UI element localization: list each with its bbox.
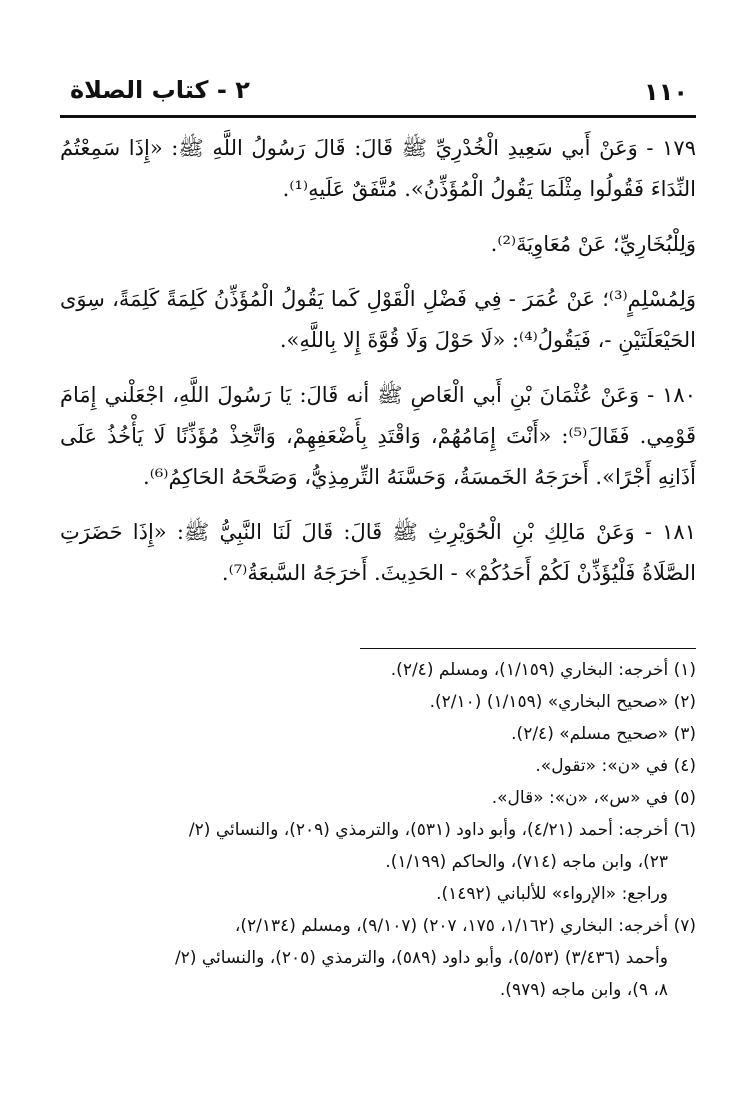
hadith-180: ١٨٠ - وَعَنْ عُثْمَانَ بْنِ أَبي الْعَاصِ ﷺ أنه قَالَ: يَا رَسُولَ اللَّهِ، اجْعَلْني إِمَامَ قَوْمِي. فَقَالَ⁽⁵⁾: «أَنْتَ إِمَامُهُمْ، وَاقْتَدِ بِأَضْعَفِهِمْ، وَاتَّخِذْ مُؤَذِّنًا لَا يَأْخُذُ عَلَى أَذَانِهِ أَجْرًا». أَخرَجَهُ الخَمسَةُ، وَحَسَّنَهُ التِّرمِذِيُّ، وَصَحَّحَهُ الحَاكِمُ⁽⁶⁾. xyxy=(60,383,696,489)
hadith-179-muslim-note: وَلِمُسْلِمٍ⁽³⁾؛ عَنْ عُمَرَ - فِي فَضْلِ الْقَوْلِ كَما يَقُولُ الْمُؤَذِّنُ كَلِمَةً كَلِمَةً، سِوَى الحَيْعَلَتَيْنِ -، فَيَقُولُ⁽⁴⁾: «لَا حَوْلَ وَلَا قُوَّةَ إِلا بِاللَّهِ». xyxy=(60,287,696,352)
footnote-6-line-2: ٢٣)، وابن ماجه (٧١٤)، والحاكم (١/١٩٩). xyxy=(385,852,668,872)
footnotes xyxy=(60,654,696,1006)
header-rule xyxy=(60,115,696,118)
footnote-4: (٤) في «ن»: «تقول». xyxy=(535,756,696,776)
main-text xyxy=(60,128,696,608)
footnote-5: (٥) في «س»، «ن»: «قال». xyxy=(491,788,696,808)
page-header xyxy=(60,72,696,112)
footnote-2: (٢) «صحيح البخاري» (١/١٥٩) (٢/١٠). xyxy=(429,692,696,712)
footnote-rule xyxy=(360,648,696,649)
footnote-7-line-3: ٨، ٩)، وابن ماجه (٩٧٩). xyxy=(499,980,668,1000)
hadith-179-bukhari-note: وَلِلْبُخَارِيِّ؛ عَنْ مُعَاوِيَةَ⁽²⁾. xyxy=(490,232,696,256)
footnote-3: (٣) «صحيح مسلم» (٢/٤). xyxy=(511,724,696,744)
hadith-179: ١٧٩ - وَعَنْ أَبي سَعِيدِ الْخُدْرِيِّ ﷺ قَالَ: قَالَ رَسُولُ اللَّهِ ﷺ: «إِذَا سَمِعْتُمُ النِّدَاءَ فَقُولُوا مِثْلَمَا يَقُولُ الْمُؤَذِّنُ». مُتَّفَقٌ عَلَيهِ⁽¹⁾. xyxy=(60,136,696,201)
page-number: ١١٠ xyxy=(644,78,688,106)
hadith-181: ١٨١ - وَعَنْ مَالِكِ بْنِ الْحُوَيْرِثِ ﷺ قَالَ: قَالَ لَنَا النَّبِيُّ ﷺ: «إِذَا حَضَرَتِ الصَّلَاةُ فَلْيُؤَذِّنْ لَكُمْ أَحَدُكُمْ» - الحَدِيثَ. أَخرَجَهُ السَّبعَةُ⁽⁷⁾. xyxy=(60,520,696,585)
footnote-6-line-3: وراجع: «الإرواء» للألباني (١٤٩٢). xyxy=(436,884,668,904)
footnote-7-line-1: (٧) أخرجه: البخاري (١/١٦٢، ١٧٥، ٢٠٧) (٩/١٠٧)، ومسلم (٢/١٣٤)، xyxy=(234,916,696,936)
footnote-6-line-1: (٦) أخرجه: أحمد (٤/٢١)، وأبو داود (٥٣١)، والترمذي (٢٠٩)، والنسائي (٢/ xyxy=(188,820,696,840)
footnote-1: (١) أخرجه: البخاري (١/١٥٩)، ومسلم (٢/٤). xyxy=(390,660,696,680)
footnote-7-line-2: وأحمد (٣/٤٣٦) (٥/٥٣)، وأبو داود (٥٨٩)، والترمذي (٢٠٥)، والنسائي (٢/ xyxy=(174,948,668,968)
chapter-title: ٢ - كتاب الصلاة xyxy=(70,76,250,104)
